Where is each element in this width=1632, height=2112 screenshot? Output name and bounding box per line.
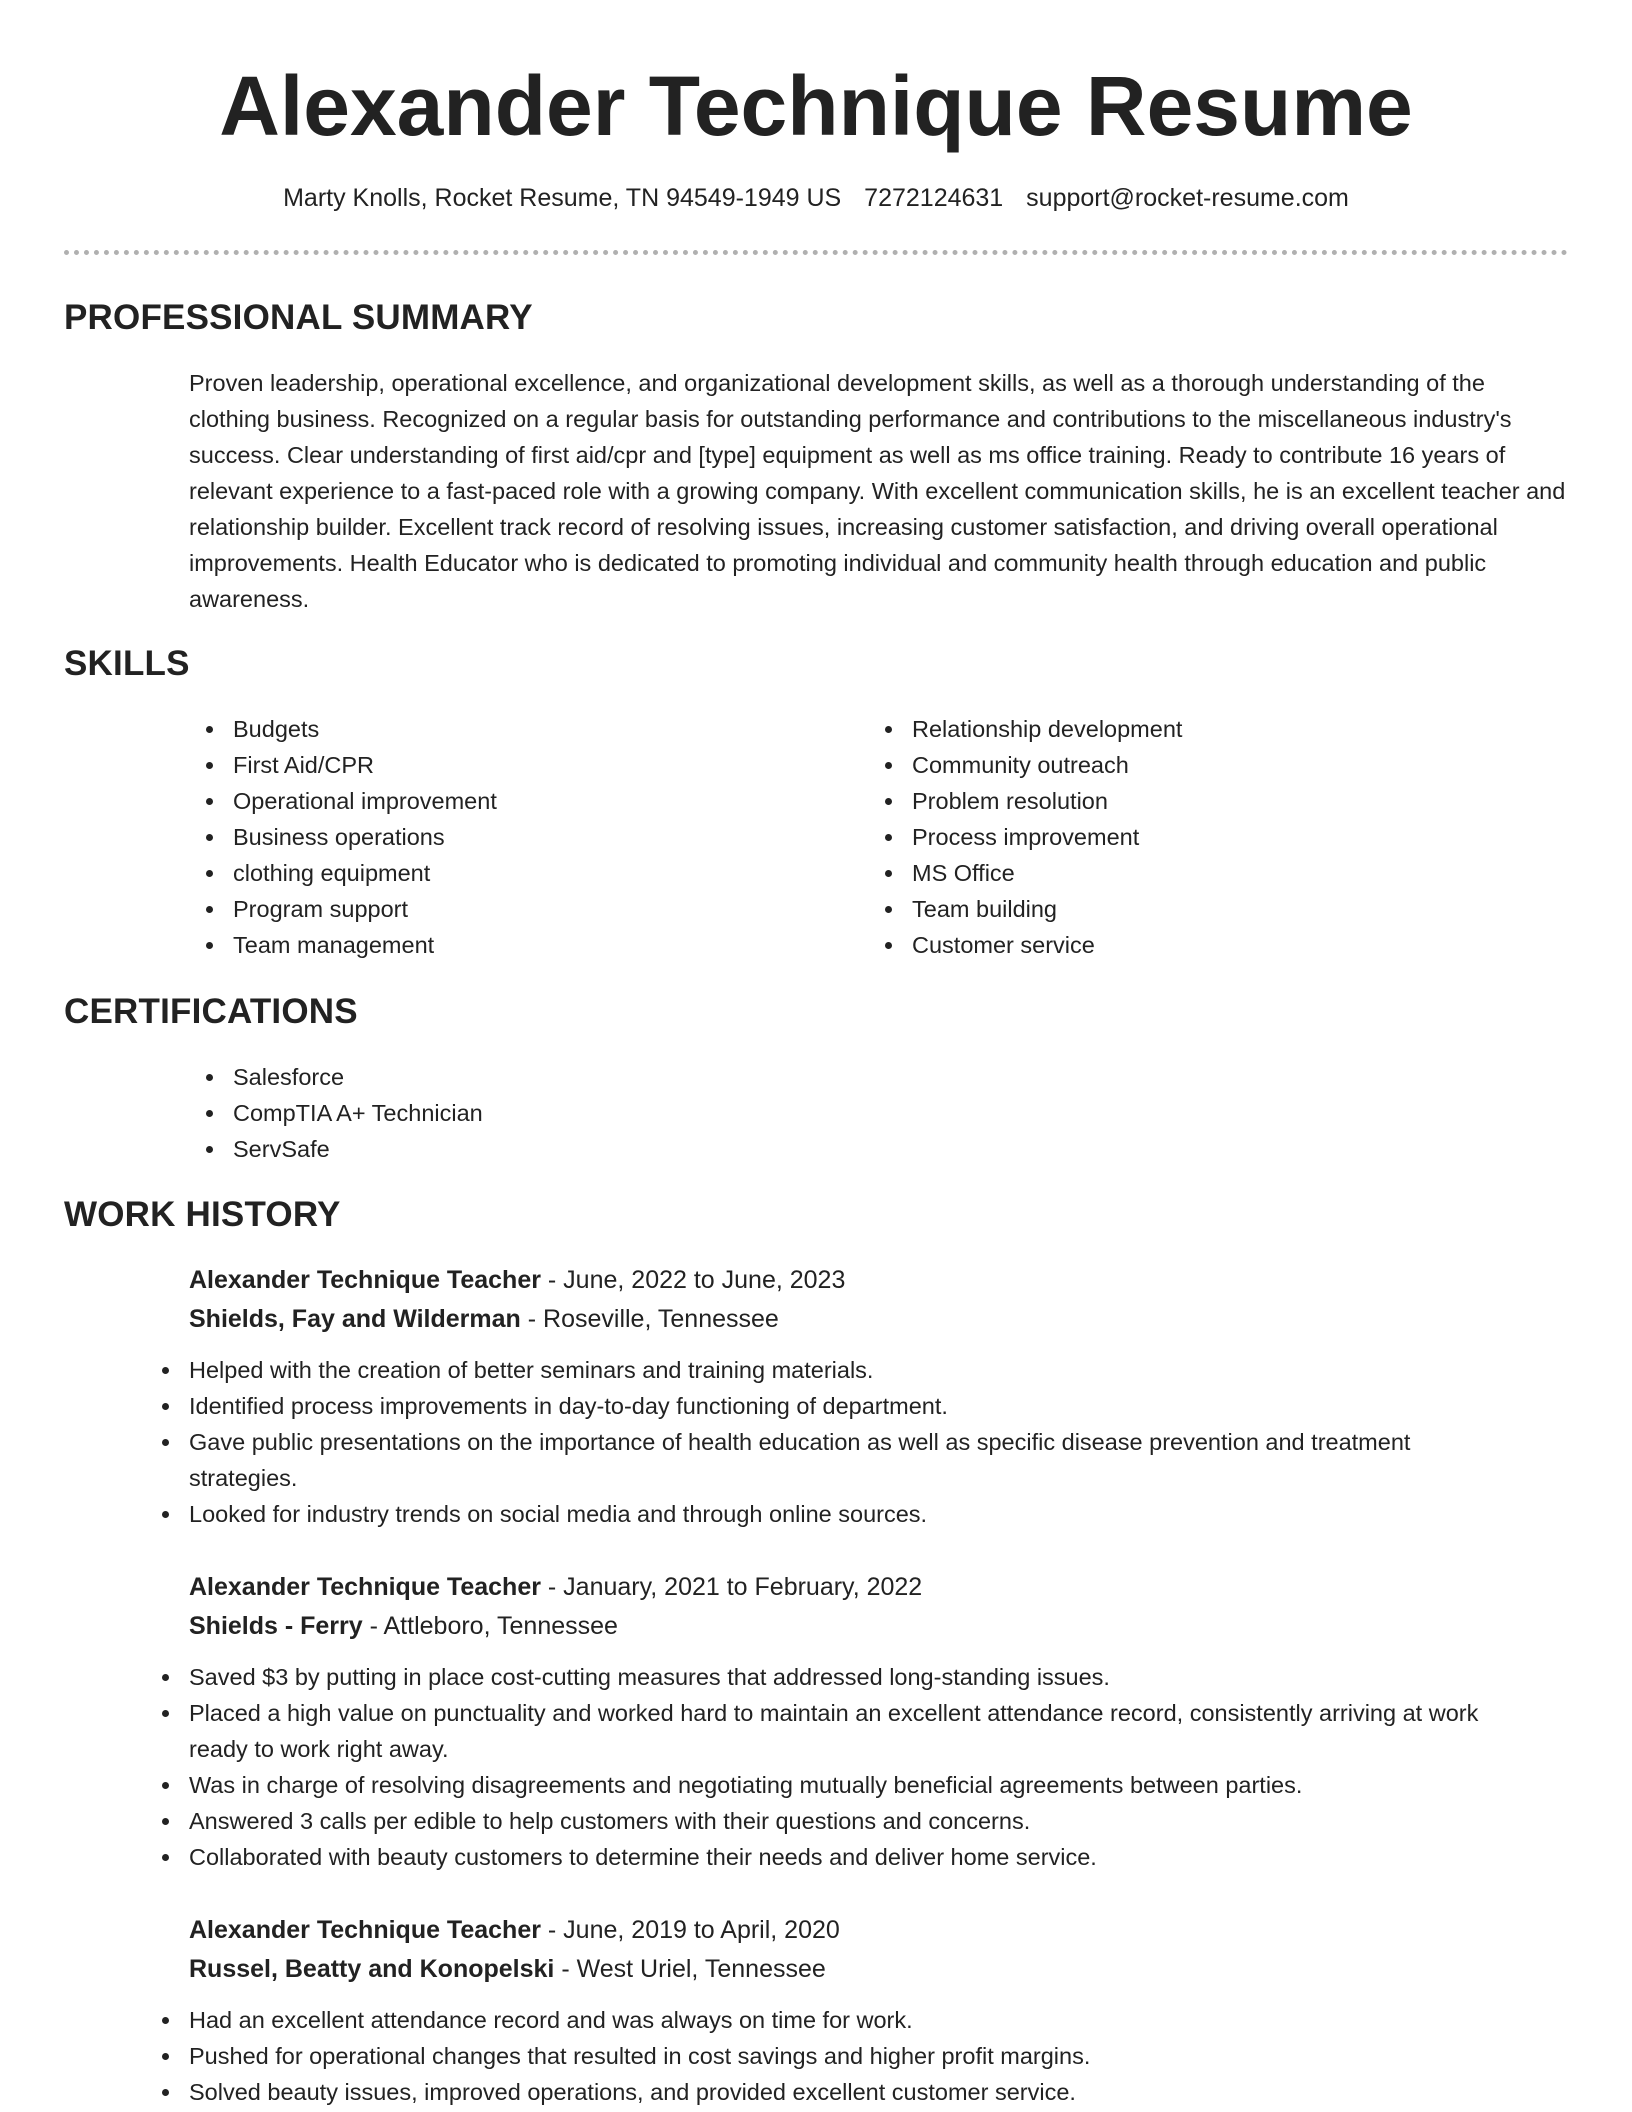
skill-item: Business operations — [189, 819, 829, 855]
job-bullet: Pushed for operational changes that resulted in cost savings and higher profit margins. — [145, 2038, 1525, 2074]
job-company-line — [189, 1950, 1569, 1989]
skill-item: Team management — [189, 927, 829, 963]
job-company: Shields - Ferry — [189, 1612, 363, 1640]
skills-heading: SKILLS — [64, 644, 190, 683]
contact-email: support@rocket-resume.com — [1026, 184, 1349, 212]
skills-list-right — [868, 711, 1508, 963]
job-title-line — [189, 1568, 1569, 1607]
job-location: - West Uriel, Tennessee — [554, 1955, 826, 1983]
job-bullet: Collaborated with beauty customers to determine their needs and deliver home service. — [145, 1839, 1525, 1875]
job-title-line — [189, 1261, 1569, 1300]
job-bullet: Helped with the creation of better seminars and training materials. — [145, 1352, 1525, 1388]
skill-item: Process improvement — [868, 819, 1508, 855]
skill-item: Community outreach — [868, 747, 1508, 783]
job-company-line — [189, 1607, 1569, 1646]
job-title: Alexander Technique Teacher — [189, 1573, 541, 1601]
contact-line — [0, 180, 1632, 216]
job-bullet: Gave public presentations on the importance of health education as well as specific disease prevention and treatment strategies. — [145, 1424, 1525, 1496]
certification-item: Salesforce — [189, 1059, 829, 1095]
skills-list-left — [189, 711, 829, 963]
job-title: Alexander Technique Teacher — [189, 1266, 541, 1294]
work-history-heading: WORK HISTORY — [64, 1195, 341, 1234]
job-bullet: Identified process improvements in day-to-day functioning of department. — [145, 1388, 1525, 1424]
skill-item: Problem resolution — [868, 783, 1508, 819]
job-bullets — [145, 2002, 1569, 2110]
skill-item: Relationship development — [868, 711, 1508, 747]
skill-item: clothing equipment — [189, 855, 829, 891]
job-bullet: Looked for industry trends on social media and through online sources. — [145, 1496, 1525, 1532]
job-entry — [189, 1261, 1569, 1532]
skill-item: MS Office — [868, 855, 1508, 891]
job-dates: - June, 2022 to June, 2023 — [540, 1266, 846, 1294]
summary-heading: PROFESSIONAL SUMMARY — [64, 298, 533, 337]
contact-address: Marty Knolls, Rocket Resume, TN 94549-1949 US — [283, 184, 842, 212]
job-bullets — [145, 1352, 1569, 1532]
job-bullet: Had an excellent attendance record and was always on time for work. — [145, 2002, 1525, 2038]
skill-item: Budgets — [189, 711, 829, 747]
header-divider — [64, 250, 1568, 255]
skill-item: First Aid/CPR — [189, 747, 829, 783]
resume-title: Alexander Technique Resume — [219, 59, 1413, 153]
job-bullets — [145, 1659, 1569, 1875]
skill-item: Team building — [868, 891, 1508, 927]
job-dates: - January, 2021 to February, 2022 — [540, 1573, 923, 1601]
skill-item: Operational improvement — [189, 783, 829, 819]
job-location: - Attleboro, Tennessee — [362, 1612, 618, 1640]
certifications-heading: CERTIFICATIONS — [64, 992, 358, 1031]
job-bullet: Saved $3 by putting in place cost-cutting measures that addressed long-standing issues. — [145, 1659, 1525, 1695]
job-bullet: Was in charge of resolving disagreements and negotiating mutually beneficial agreements between parties. — [145, 1767, 1525, 1803]
certifications-list — [189, 1059, 829, 1167]
job-title: Alexander Technique Teacher — [189, 1916, 541, 1944]
job-bullet: Solved beauty issues, improved operations, and provided excellent customer service. — [145, 2074, 1525, 2110]
skill-item: Customer service — [868, 927, 1508, 963]
job-company-line — [189, 1300, 1569, 1339]
skill-item: Program support — [189, 891, 829, 927]
summary-text: Proven leadership, operational excellence, and organizational development skills, as well as a thorough understanding of the clothing business. Recognized on a regular basis for outstanding performance and contributions to the miscellaneous industry's success. Clear understanding of first aid/cpr and [type] equipment as well as ms office training. Ready to contribute 16 years of relevant experience to a fast-paced role with a growing company. With excellent communication skills, he is an excellent teacher and relationship builder. Excellent track record of resolving issues, increasing customer satisfaction, and driving overall operational improvements. Health Educator who is dedicated to promoting individual and community health through education and public awareness. — [189, 370, 1566, 612]
certification-item: ServSafe — [189, 1131, 829, 1167]
job-company: Shields, Fay and Wilderman — [189, 1305, 521, 1333]
job-company: Russel, Beatty and Konopelski — [189, 1955, 555, 1983]
job-bullet: Answered 3 calls per edible to help customers with their questions and concerns. — [145, 1803, 1525, 1839]
job-bullet: Placed a high value on punctuality and worked hard to maintain an excellent attendance record, consistently arriving at work ready to work right away. — [145, 1695, 1525, 1767]
job-entry — [189, 1911, 1569, 2110]
certification-item: CompTIA A+ Technician — [189, 1095, 829, 1131]
job-dates: - June, 2019 to April, 2020 — [540, 1916, 840, 1944]
job-location: - Roseville, Tennessee — [520, 1305, 779, 1333]
job-title-line — [189, 1911, 1569, 1950]
job-entry — [189, 1568, 1569, 1875]
contact-phone: 7272124631 — [864, 184, 1004, 212]
